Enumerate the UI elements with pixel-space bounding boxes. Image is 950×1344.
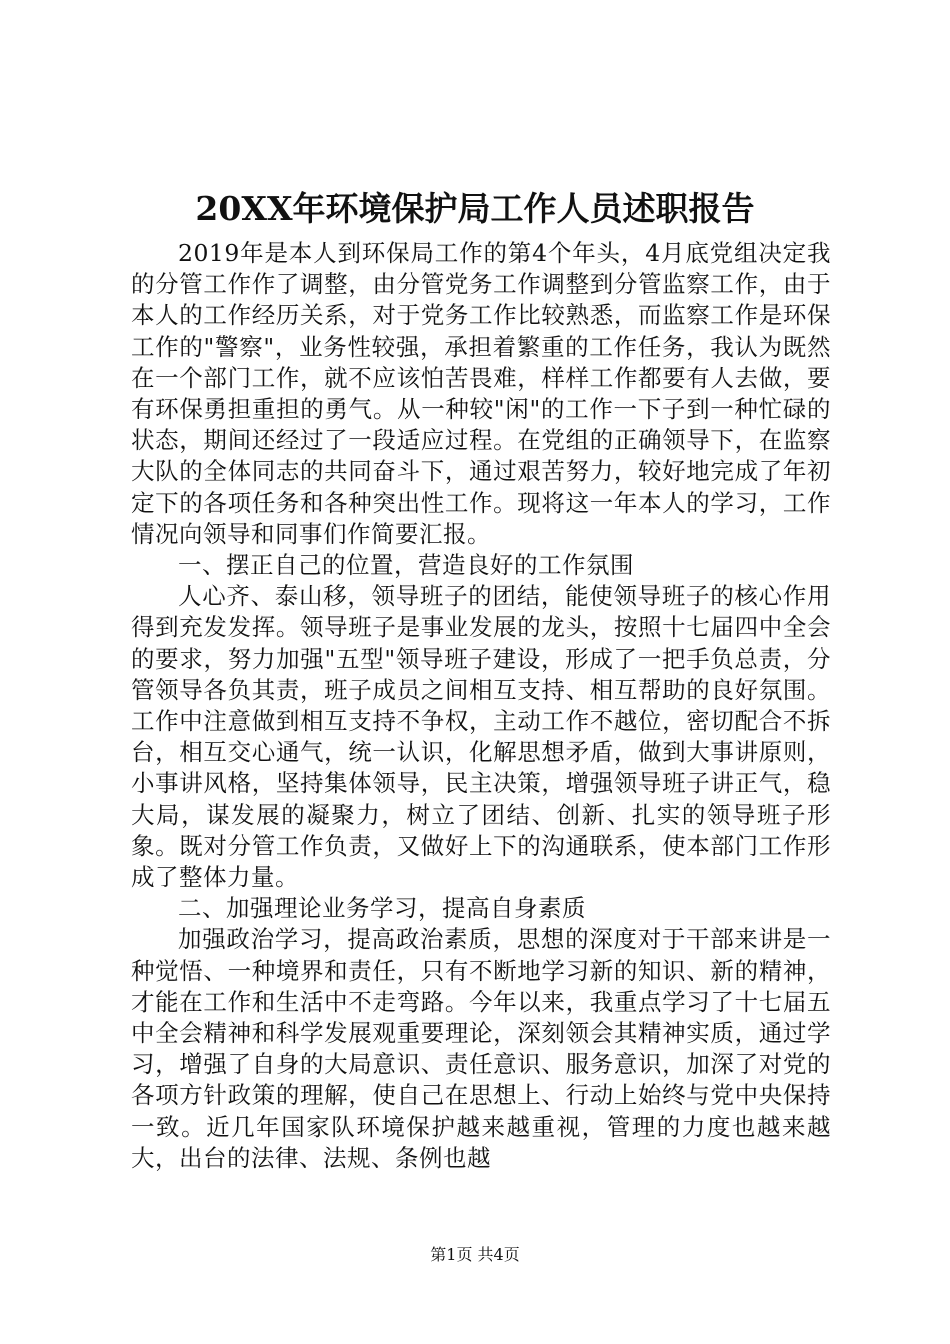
paragraph-section-2: 加强政治学习，提高政治素质，思想的深度对于干部来讲是一种觉悟、一种境界和责任，只有不断地学习新的知识、新的精神，才能在工作和生活中不走弯路。今年以来，我重点学习了十七届五中全会精神和科学发展观重要理论，深刻领会其精神实质，通过学习，增强了自身的大局意识、责任意识、服务意识，加深了对党的各项方针政策的理解，使自己在思想上、行动上始终与党中央保持一致。近几年国家队环境保护越来越重视，管理的力度也越来越大，出台的法律、法规、条例也越 [131,925,831,1172]
paragraph-intro: 2019年是本人到环保局工作的第4个年头，4月底党组决定我的分管工作作了调整，由分管党务工作调整到分管监察工作，由于本人的工作经历关系，对于党务工作比较熟悉，而监察工作是环保工作的"警察"，业务性较强，承担着繁重的工作任务，我认为既然在一个部门工作，就不应该怕苦畏难，样样工作都要有人去做，要有环保勇担重担的勇气。从一种较"闲"的工作一下子到一种忙碌的状态，期间还经过了一段适应过程。在党组的正确领导下，在监察大队的全体同志的共同奋斗下，通过艰苦努力，较好地完成了年初定下的各项任务和各种突出性工作。现将这一年本人的学习，工作情况向领导和同事们作简要汇报。 [131,239,831,548]
section-heading-1: 一、摆正自己的位置，营造良好的工作氛围 [178,551,634,580]
document-title: 20XX年环境保护局工作人员述职报告 [195,189,755,228]
paragraph-section-1: 人心齐、泰山移，领导班子的团结，能使领导班子的核心作用得到充发发挥。领导班子是事业发展的龙头，按照十七届四中全会的要求，努力加强"五型"领导班子建设，形成了一把手负总责，分管领导各负其责，班子成员之间相互支持、相互帮助的良好氛围。工作中注意做到相互支持不争权，主动工作不越位，密切配合不拆台，相互交心通气，统一认识，化解思想矛盾，做到大事讲原则，小事讲风格，坚持集体领导，民主决策，增强领导班子讲正气，稳大局，谋发展的凝聚力，树立了团结、创新、扎实的领导班子形象。既对分管工作负责，又做好上下的沟通联系，使本部门工作形成了整体力量。 [131,582,831,892]
document-body [131,238,831,1174]
section-heading-2: 二、加强理论业务学习，提高自身素质 [178,894,586,923]
page-number-footer: 第1页 共4页 [430,1245,520,1264]
